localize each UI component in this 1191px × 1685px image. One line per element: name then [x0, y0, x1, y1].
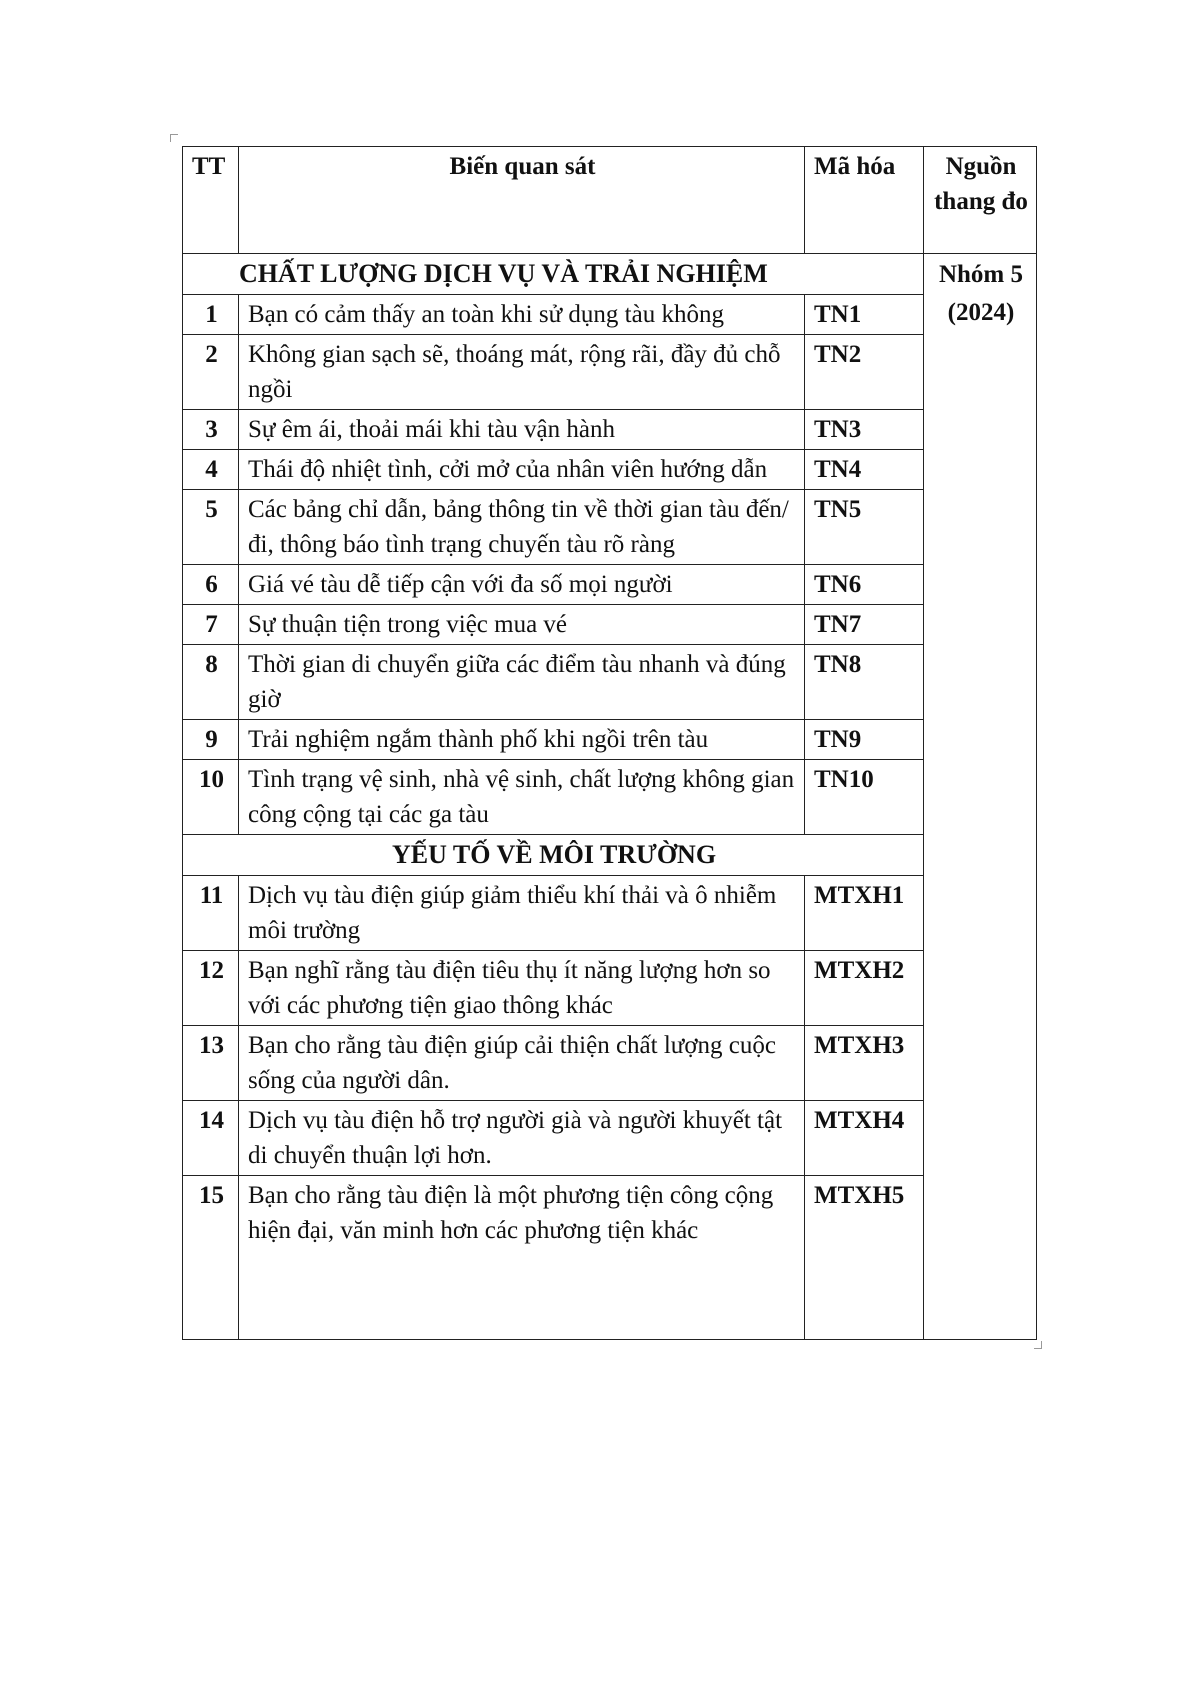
row-variable: Thời gian di chuyển giữa các điểm tàu nhanh và đúng giờ	[239, 645, 805, 720]
table-anchor-mark	[170, 134, 178, 142]
table-row	[183, 335, 1037, 410]
row-code: MTXH4	[805, 1101, 924, 1176]
row-code: TN1	[805, 295, 924, 335]
row-code: MTXH1	[805, 876, 924, 951]
table-row	[183, 295, 1037, 335]
row-code: TN6	[805, 565, 924, 605]
table-header-row	[183, 147, 1037, 254]
row-number: 9	[183, 720, 239, 760]
row-variable: Các bảng chỉ dẫn, bảng thông tin về thời gian tàu đến/đi, thông báo tình trạng chuyến tàu rõ ràng	[239, 490, 805, 565]
row-code: MTXH3	[805, 1026, 924, 1101]
row-number: 7	[183, 605, 239, 645]
row-variable: Sự êm ái, thoải mái khi tàu vận hành	[239, 410, 805, 450]
header-code: Mã hóa	[805, 147, 924, 254]
table-row	[183, 1176, 1037, 1340]
row-variable: Trải nghiệm ngắm thành phố khi ngồi trên tàu	[239, 720, 805, 760]
row-number: 1	[183, 295, 239, 335]
row-variable: Dịch vụ tàu điện giúp giảm thiểu khí thải và ô nhiễm môi trường	[239, 876, 805, 951]
table-row	[183, 720, 1037, 760]
table-row	[183, 410, 1037, 450]
row-number: 6	[183, 565, 239, 605]
row-variable: Không gian sạch sẽ, thoáng mát, rộng rãi, đầy đủ chỗ ngồi	[239, 335, 805, 410]
table-row	[183, 1026, 1037, 1101]
table-row	[183, 490, 1037, 565]
source-group: Nhóm 5	[938, 261, 1024, 288]
row-variable: Thái độ nhiệt tình, cởi mở của nhân viên hướng dẫn	[239, 450, 805, 490]
table-row	[183, 951, 1037, 1026]
header-source: Nguồn thang đo	[924, 147, 1037, 254]
row-code: TN4	[805, 450, 924, 490]
row-code: MTXH5	[805, 1176, 924, 1340]
row-code: MTXH2	[805, 951, 924, 1026]
header-variable: Biến quan sát	[239, 147, 805, 254]
row-variable: Tình trạng vệ sinh, nhà vệ sinh, chất lượng không gian công cộng tại các ga tàu	[239, 760, 805, 835]
table-row	[183, 450, 1037, 490]
row-number: 4	[183, 450, 239, 490]
row-variable: Giá vé tàu dễ tiếp cận với đa số mọi người	[239, 565, 805, 605]
row-number: 3	[183, 410, 239, 450]
row-code: TN8	[805, 645, 924, 720]
section-title-service-quality: CHẤT LƯỢNG DỊCH VỤ VÀ TRẢI NGHIỆM	[183, 254, 924, 295]
table-row	[183, 605, 1037, 645]
row-variable: Bạn cho rằng tàu điện giúp cải thiện chất lượng cuộc sống của người dân.	[239, 1026, 805, 1101]
row-variable: Bạn có cảm thấy an toàn khi sử dụng tàu không	[239, 295, 805, 335]
row-code: TN2	[805, 335, 924, 410]
table-row	[183, 876, 1037, 951]
section-row-service-quality	[183, 254, 1037, 295]
row-number: 14	[183, 1101, 239, 1176]
row-number: 13	[183, 1026, 239, 1101]
source-year: (2024)	[947, 299, 1015, 326]
row-code: TN3	[805, 410, 924, 450]
row-number: 5	[183, 490, 239, 565]
row-variable: Bạn cho rằng tàu điện là một phương tiện công cộng hiện đại, văn minh hơn các phương tiện khác	[239, 1176, 805, 1340]
observed-variables-table	[182, 146, 1037, 1340]
table-end-mark	[1034, 1341, 1042, 1349]
section-title-environment: YẾU TỐ VỀ MÔI TRƯỜNG	[183, 835, 924, 876]
table-row	[183, 760, 1037, 835]
row-number: 15	[183, 1176, 239, 1340]
row-variable: Bạn nghĩ rằng tàu điện tiêu thụ ít năng lượng hơn so với các phương tiện giao thông khác	[239, 951, 805, 1026]
row-number: 10	[183, 760, 239, 835]
row-number: 2	[183, 335, 239, 410]
row-variable: Sự thuận tiện trong việc mua vé	[239, 605, 805, 645]
table-row	[183, 1101, 1037, 1176]
row-code: TN7	[805, 605, 924, 645]
table-row	[183, 565, 1037, 605]
header-tt: TT	[183, 147, 239, 254]
row-code: TN9	[805, 720, 924, 760]
row-number: 11	[183, 876, 239, 951]
row-code: TN5	[805, 490, 924, 565]
section-row-environment	[183, 835, 1037, 876]
row-number: 12	[183, 951, 239, 1026]
table-row	[183, 645, 1037, 720]
source-cell	[924, 254, 1037, 1340]
row-number: 8	[183, 645, 239, 720]
row-code: TN10	[805, 760, 924, 835]
row-variable: Dịch vụ tàu điện hỗ trợ người già và người khuyết tật di chuyển thuận lợi hơn.	[239, 1101, 805, 1176]
